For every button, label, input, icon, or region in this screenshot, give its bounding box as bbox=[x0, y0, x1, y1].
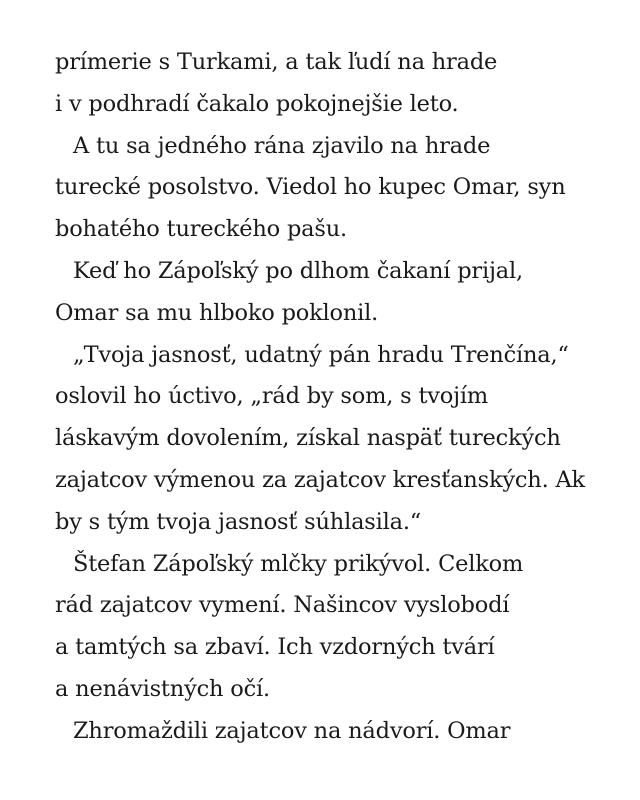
body-text bbox=[55, 42, 615, 753]
text-line: láskavým dovolením, získal naspäť tureckých bbox=[55, 425, 561, 452]
text-line: A tu sa jedného rána zjavilo na hrade bbox=[73, 132, 491, 159]
text-line: rád zajatcov vymení. Našincov vyslobodí bbox=[55, 592, 510, 619]
text-line: by s tým tvoja jasnosť súhlasila.“ bbox=[55, 508, 422, 535]
text-line: zajatcov výmenou za zajatcov kresťanských. Ak bbox=[55, 466, 585, 493]
text-line: „Tvoja jasnosť, udatný pán hradu Trenčína,“ bbox=[73, 341, 569, 368]
text-line: a tamtých sa zbaví. Ich vzdorných tvárí bbox=[55, 634, 495, 661]
text-line: prímerie s Turkami, a tak ľudí na hrade bbox=[55, 49, 498, 75]
text-line: turecké posolstvo. Viedol ho kupec Omar, syn bbox=[55, 174, 566, 201]
text-line: Štefan Zápoľský mlčky prikývol. Celkom bbox=[73, 550, 524, 577]
text-line: oslovil ho úctivo, „rád by som, s tvojím bbox=[55, 383, 489, 410]
text-line: Omar sa mu hlboko poklonil. bbox=[55, 299, 379, 326]
text-line: bohatého tureckého pašu. bbox=[55, 216, 347, 243]
text-line: Keď ho Zápoľský po dlhom čakaní prijal, bbox=[73, 257, 523, 284]
text-line: Zhromaždili zajatcov na nádvorí. Omar bbox=[73, 717, 511, 744]
text-line: i v podhradí čakalo pokojnejšie leto. bbox=[55, 90, 459, 117]
text-line: a nenávistných očí. bbox=[55, 675, 270, 702]
